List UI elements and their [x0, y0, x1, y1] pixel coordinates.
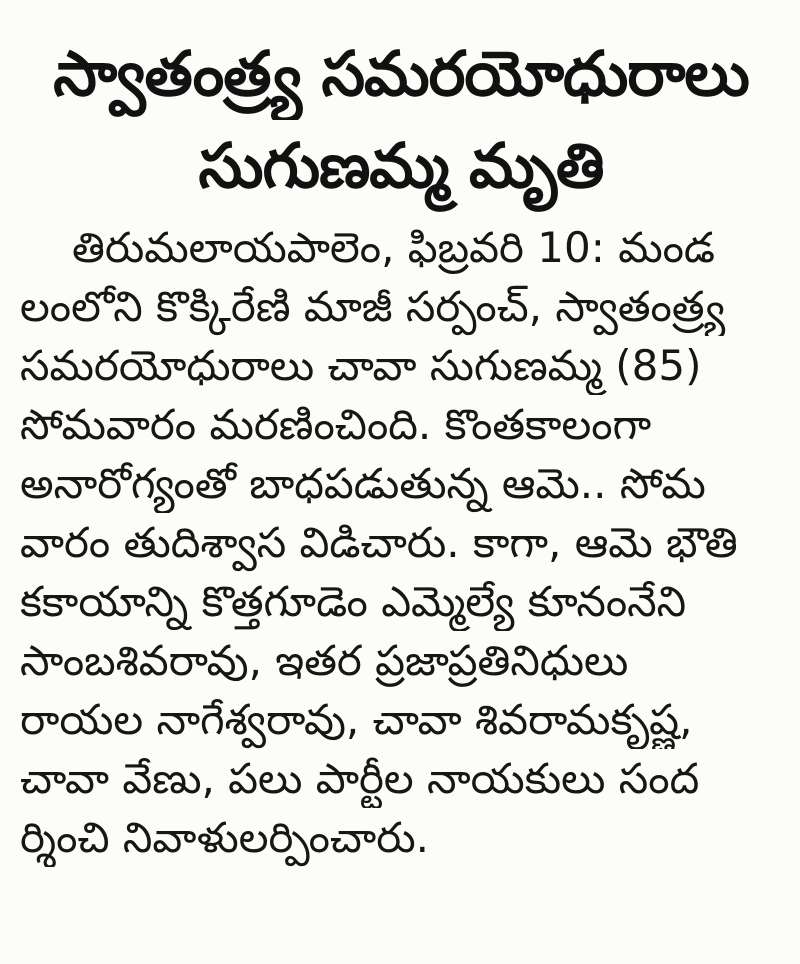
- body-line: కకాయాన్ని కొత్తగూడెం ఎమ్మెల్యే కూనంనేని: [20, 577, 687, 626]
- body-line: తిరుమలాయపాలెం, ఫిబ్రవరి 10: మండ: [72, 223, 716, 272]
- body-line: చావా వేణు, పలు పార్టీల నాయకులు సంద: [20, 754, 700, 803]
- body-line: లంలోని కొక్కిరేణి మాజీ సర్పంచ్, స్వాతంత్ర్య: [20, 282, 726, 331]
- body-line: సాంబశివరావు, ఇతర ప్రజాప్రతినిధులు: [20, 636, 629, 685]
- body-line: వారం తుదిశ్వాస విడిచారు. కాగా, ఆమె భౌతి: [20, 518, 738, 567]
- body-line: అనారోగ్యంతో బాధపడుతున్న ఆమె.. సోమ: [20, 459, 706, 508]
- headline-line-2: సుగుణమ్మ మృతి: [198, 129, 604, 202]
- cropped-text-top: [20, 0, 782, 22]
- body-line: రాయల నాగేశ్వరావు, చావా శివరామకృష్ణ,: [20, 695, 693, 744]
- article-body: [20, 218, 782, 867]
- headline-line-1: స్వాతంత్ర్య సమరయోధురాలు: [53, 37, 749, 110]
- body-line: సమరయోధురాలు చావా సుగుణమ్మ (85): [20, 341, 702, 390]
- cropped-text-bottom: [0, 950, 800, 964]
- body-line: ర్శించి నివాళులర్పించారు.: [20, 813, 430, 862]
- body-line: సోమవారం మరణించింది. కొంతకాలంగా: [20, 400, 652, 449]
- headline: [20, 28, 782, 212]
